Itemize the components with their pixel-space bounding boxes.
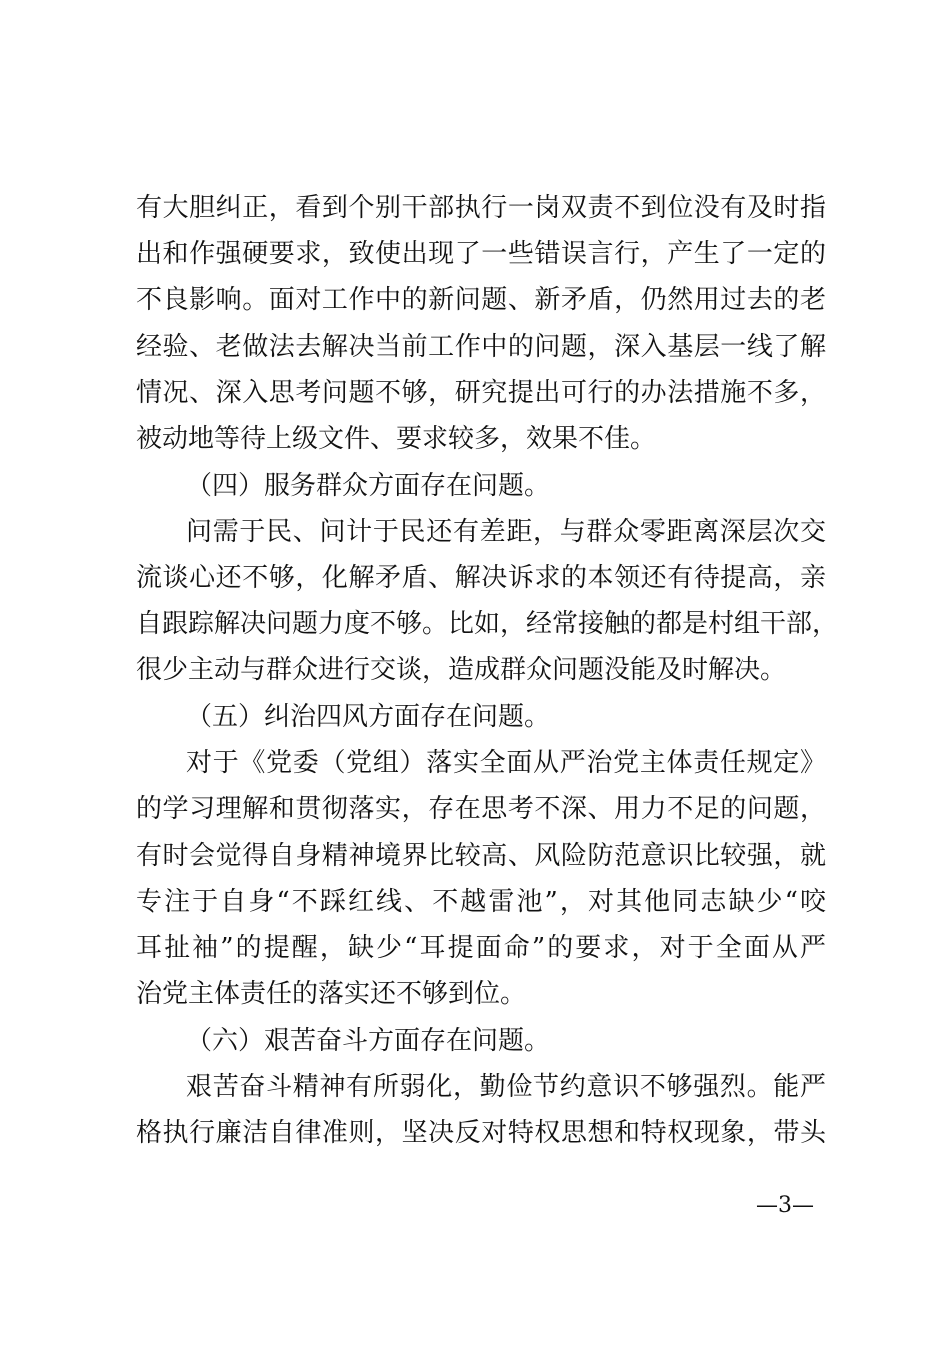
- body-line-11: 很少主动与群众进行交谈，造成群众问题没能及时解决。: [136, 655, 787, 685]
- body-line-4: 经验、老做法去解决当前工作中的问题，深入基层一线了解: [136, 332, 826, 362]
- body-line-10: 自跟踪解决问题力度不够。比如，经常接触的都是村组干部，: [136, 609, 839, 639]
- body-line-17: 耳扯袖”的提醒，缺少“耳提面命”的要求，对于全面从严: [136, 933, 826, 963]
- body-line-15: 有时会觉得自身精神境界比较高、风险防范意识比较强，就: [136, 841, 826, 871]
- body-line-13: 对于《党委（党组）落实全面从严治党主体责任规定》: [186, 748, 826, 778]
- body-line-8: 问需于民、问计于民还有差距，与群众零距离深层次交: [186, 517, 826, 547]
- page-number: —3—: [756, 1193, 814, 1218]
- body-line-3: 不良影响。面对工作中的新问题、新矛盾，仍然用过去的老: [136, 285, 826, 315]
- body-line-21: 格执行廉洁自律准则，坚决反对特权思想和特权现象，带头: [136, 1118, 826, 1148]
- section-heading-five: （五）纠治四风方面存在问题。: [186, 702, 551, 732]
- body-line-1: 有大胆纠正，看到个别干部执行一岗双责不到位没有及时指: [136, 193, 826, 223]
- body-line-5: 情况、深入思考问题不够，研究提出可行的办法措施不多，: [136, 378, 826, 408]
- body-line-6: 被动地等待上级文件、要求较多，效果不佳。: [136, 424, 657, 454]
- body-line-14: 的学习理解和贯彻落实，存在思考不深、用力不足的问题，: [136, 794, 826, 824]
- body-line-9: 流谈心还不够，化解矛盾、解决诉求的本领还有待提高，亲: [136, 563, 826, 593]
- body-line-16: 专注于自身“不踩红线、不越雷池”，对其他同志缺少“咬: [136, 887, 826, 917]
- body-line-20: 艰苦奋斗精神有所弱化，勤俭节约意识不够强烈。能严: [186, 1072, 826, 1102]
- body-line-18: 治党主体责任的落实还不够到位。: [136, 979, 527, 1009]
- section-heading-six: （六）艰苦奋斗方面存在问题。: [186, 1026, 551, 1056]
- body-line-2: 出和作强硬要求，致使出现了一些错误言行，产生了一定的: [136, 239, 826, 269]
- section-heading-four: （四）服务群众方面存在问题。: [186, 471, 551, 501]
